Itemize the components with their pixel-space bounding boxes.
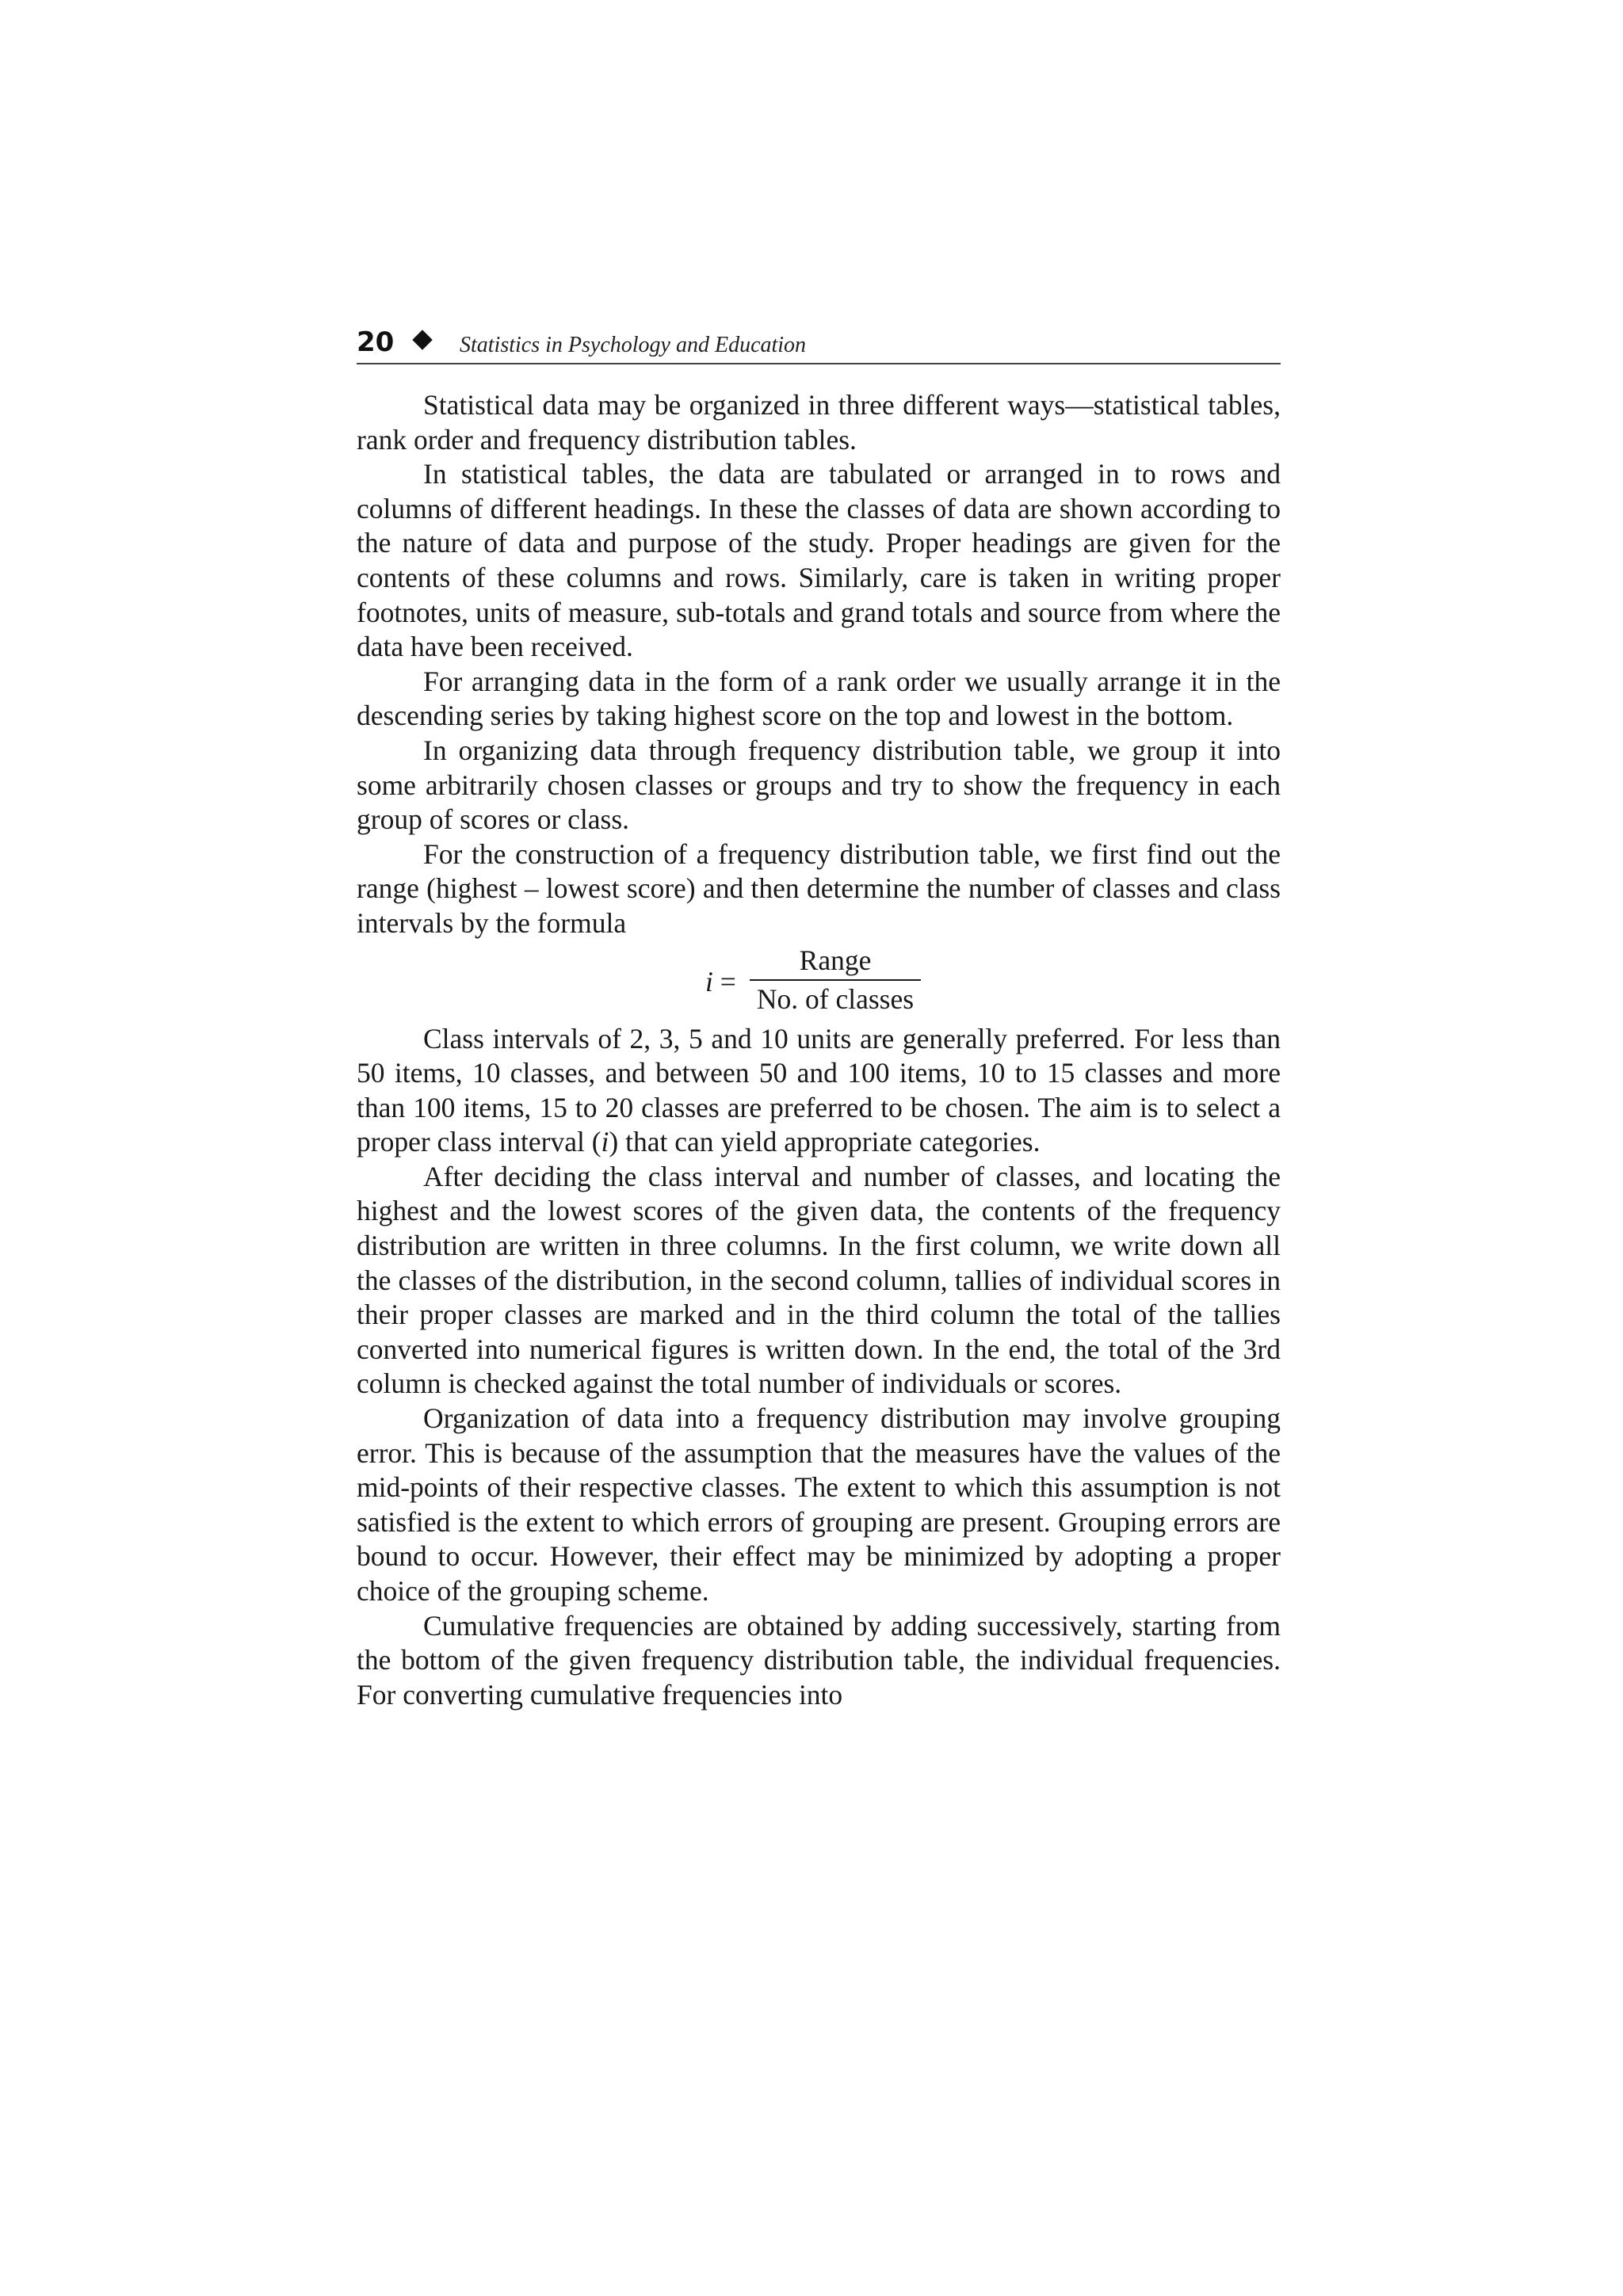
class-interval-formula — [357, 941, 1281, 1022]
book-page — [357, 323, 1281, 1712]
paragraph: For the construction of a frequency distribution table, we first find out the range (highest – lowest score) and then determine the number of classes and class intervals by the formula — [357, 837, 1281, 939]
paragraph: Organization of data into a frequency distribution may involve grouping error. This is because of the assumption that the measures have the values of the mid-points of their respective classes. The extent to which this assumption is not satisfied is the extent to which errors of grouping are present. Grouping errors are bound to occur. However, their effect may be minimized by adopting a proper choice of the grouping scheme. — [357, 1402, 1281, 1607]
paragraph: Statistical data may be organized in three different ways—statistical tables, rank order and frequency distribution tables. — [357, 389, 1281, 456]
formula-denominator: No. of classes — [756, 982, 915, 1015]
formula-lhs — [705, 965, 736, 1000]
paragraph: After deciding the class interval and number of classes, and locating the highest and the lowest scores of the given data, the contents of the frequency distribution are written in three columns. In the first column, we write down all the classes of the distribution, in the second column, tallies of individual scores in their proper classes are marked and in the third column the total of the tallies converted into numerical figures is written down. In the end, the total of the 3rd column is checked against the total number of individuals or scores. — [357, 1160, 1281, 1400]
paragraph-text: ) that can yield appropriate categories. — [609, 1126, 1041, 1158]
diamond-bullet-icon — [412, 330, 432, 349]
paragraph: Cumulative frequencies are obtained by adding successively, starting from the bottom of the given frequency distribution table, the individual frequencies. For converting cumulative frequencies into — [357, 1609, 1281, 1711]
formula-fraction — [750, 944, 921, 1017]
running-title: Statistics in Psychology and Education — [460, 333, 807, 357]
formula-numerator: Range — [750, 944, 921, 981]
paragraph — [357, 1022, 1281, 1160]
formula-equals-sign: = — [720, 965, 736, 997]
class-interval-symbol: i — [601, 1126, 609, 1158]
paragraph: In statistical tables, the data are tabulated or arranged in to rows and columns of different headings. In these the classes of data are shown according to the nature of data and purpose of the study. Proper headings are given for the contents of these columns and rows. Similarly, care is taken in writing proper footnotes, units of measure, sub-totals and grand totals and source from where the data have been received. — [357, 458, 1281, 663]
paragraph: For arranging data in the form of a rank order we usually arrange it in the descending series by taking highest score on the top and lowest in the bottom. — [357, 665, 1281, 732]
formula-variable: i — [705, 965, 713, 997]
body-text — [357, 388, 1281, 1712]
running-head — [357, 323, 1281, 364]
page-number: 20 — [357, 326, 395, 358]
paragraph-text: Class intervals of 2, 3, 5 and 10 units are generally preferred. For less than 50 items, 10 classes, and between 50 and 100 items, 10 to 15 classes and more than 100 items, 15 to 20 classes are preferred to be chosen. The aim is to select a proper class interval ( — [357, 1022, 1281, 1158]
paragraph: In organizing data through frequency distribution table, we group it into some arbitrarily chosen classes or groups and try to show the frequency in each group of scores or class. — [357, 734, 1281, 836]
